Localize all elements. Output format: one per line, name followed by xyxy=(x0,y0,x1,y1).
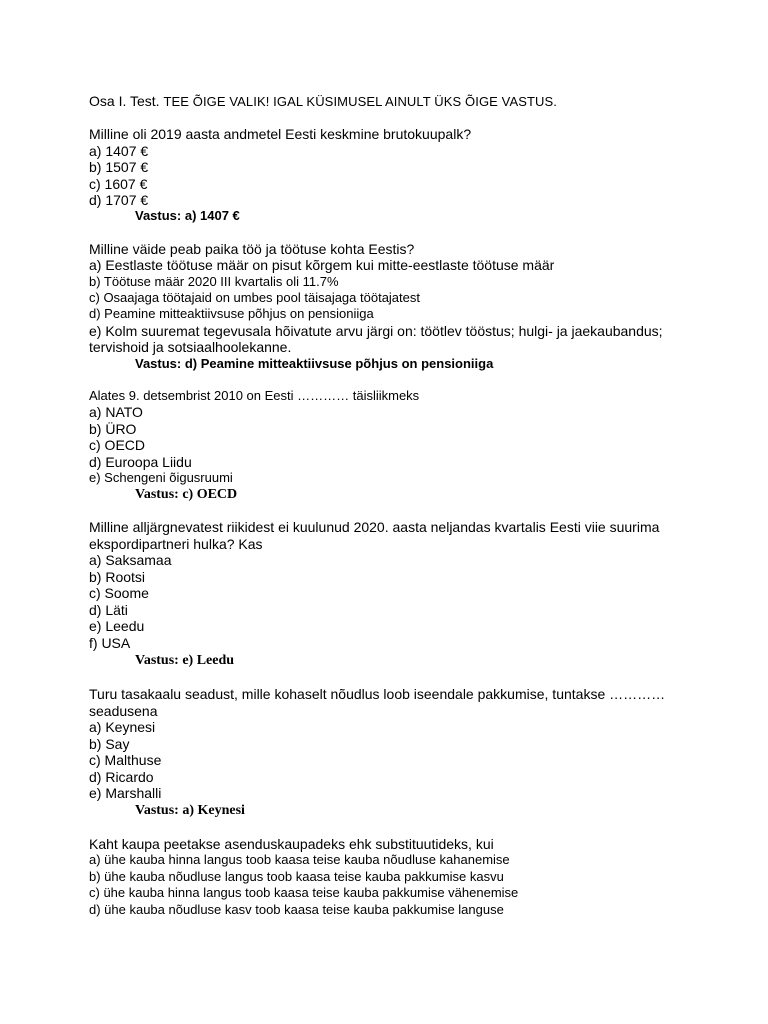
q3-answer: Vastus: c) OECD xyxy=(135,487,238,502)
q1-option-a: a) 1407 € xyxy=(89,143,149,159)
q4-option-d: d) Läti xyxy=(89,602,128,618)
q2-option-d: d) Peamine mitteaktiivsuse põhjus on pensioniiga xyxy=(89,306,374,321)
question-4-line1: Milline alljärgnevatest riikidest ei kuulunud 2020. aasta neljandas kvartalis Eesti viie suurima xyxy=(89,519,660,535)
q4-option-c: c) Soome xyxy=(89,585,149,601)
q6-option-c: c) ühe kauba hinna langus toob kaasa teise kauba pakkumise vähenemise xyxy=(89,885,519,900)
question-1: Milline oli 2019 aasta andmetel Eesti keskmine brutokuupalk? xyxy=(89,126,472,142)
q2-option-c: c) Osaajaga töötajaid on umbes pool täisajaga töötajatest xyxy=(89,290,420,305)
q5-option-d: d) Ricardo xyxy=(89,769,154,785)
q5-option-c: c) Malthuse xyxy=(89,752,162,768)
q6-option-b: b) ühe kauba nõudluse langus toob kaasa teise kauba pakkumise kasvu xyxy=(89,869,504,884)
q4-option-b: b) Rootsi xyxy=(89,569,146,585)
q5-answer: Vastus: a) Keynesi xyxy=(135,803,245,818)
question-2: Milline väide peab paika töö ja töötuse kohta Eestis? xyxy=(89,241,415,257)
question-6: Kaht kaupa peetakse asenduskaupadeks ehk substituutideks, kui xyxy=(89,836,494,852)
question-5-line2: seadusena xyxy=(89,703,158,719)
q3-option-e: e) Schengeni õigusruumi xyxy=(89,470,233,485)
q1-option-c: c) 1607 € xyxy=(89,176,148,192)
question-5-line1: Turu tasakaalu seadust, mille kohaselt nõudlus loob iseendale pakkumise, tuntakse ………… xyxy=(89,686,666,702)
q3-option-a: a) NATO xyxy=(89,404,143,420)
q2-answer: Vastus: d) Peamine mitteaktiivsuse põhjus on pensioniiga xyxy=(135,356,494,371)
q6-option-d: d) ühe kauba nõudluse kasv toob kaasa teise kauba pakkumise languse xyxy=(89,902,504,917)
q3-option-d: d) Euroopa Liidu xyxy=(89,454,192,470)
question-3: Alates 9. detsembrist 2010 on Eesti ………… täisliikmeks xyxy=(89,388,420,403)
question-4-line2: ekspordipartneri hulka? Kas xyxy=(89,536,263,552)
q3-option-b: b) ÜRO xyxy=(89,421,137,437)
q4-answer: Vastus: e) Leedu xyxy=(135,653,235,668)
q4-option-f: f) USA xyxy=(89,635,131,651)
q2-option-e: e) Kolm suuremat tegevusala hõivatute arvu järgi on: töötlev tööstus; hulgi- ja jaekaubandus; xyxy=(89,323,663,339)
q3-option-c: c) OECD xyxy=(89,437,145,453)
q6-option-a: a) ühe kauba hinna langus toob kaasa teise kauba nõudluse kahanemise xyxy=(89,852,510,867)
q2-option-e-cont: tervishoid ja sotsiaalhoolekanne. xyxy=(89,339,292,355)
title-instruction: TEE ÕIGE VALIK! IGAL KÜSIMUSEL AINULT ÜKS ÕIGE VASTUS. xyxy=(163,94,558,109)
q1-answer: Vastus: a) 1407 € xyxy=(135,208,240,223)
q5-option-a: a) Keynesi xyxy=(89,719,156,735)
q5-option-b: b) Say xyxy=(89,736,130,752)
q1-option-b: b) 1507 € xyxy=(89,159,149,175)
q2-option-a: a) Eestlaste töötuse määr on pisut kõrgem kui mitte-eestlaste töötuse määr xyxy=(89,257,555,273)
q5-option-e: e) Marshalli xyxy=(89,785,162,801)
q1-option-d: d) 1707 € xyxy=(89,192,149,208)
title-part1: Osa I. Test. xyxy=(89,93,160,109)
test-title xyxy=(89,93,557,110)
q4-option-e: e) Leedu xyxy=(89,618,145,634)
q4-option-a: a) Saksamaa xyxy=(89,552,172,568)
q2-option-b: b) Töötuse määr 2020 III kvartalis oli 11.7% xyxy=(89,274,339,289)
